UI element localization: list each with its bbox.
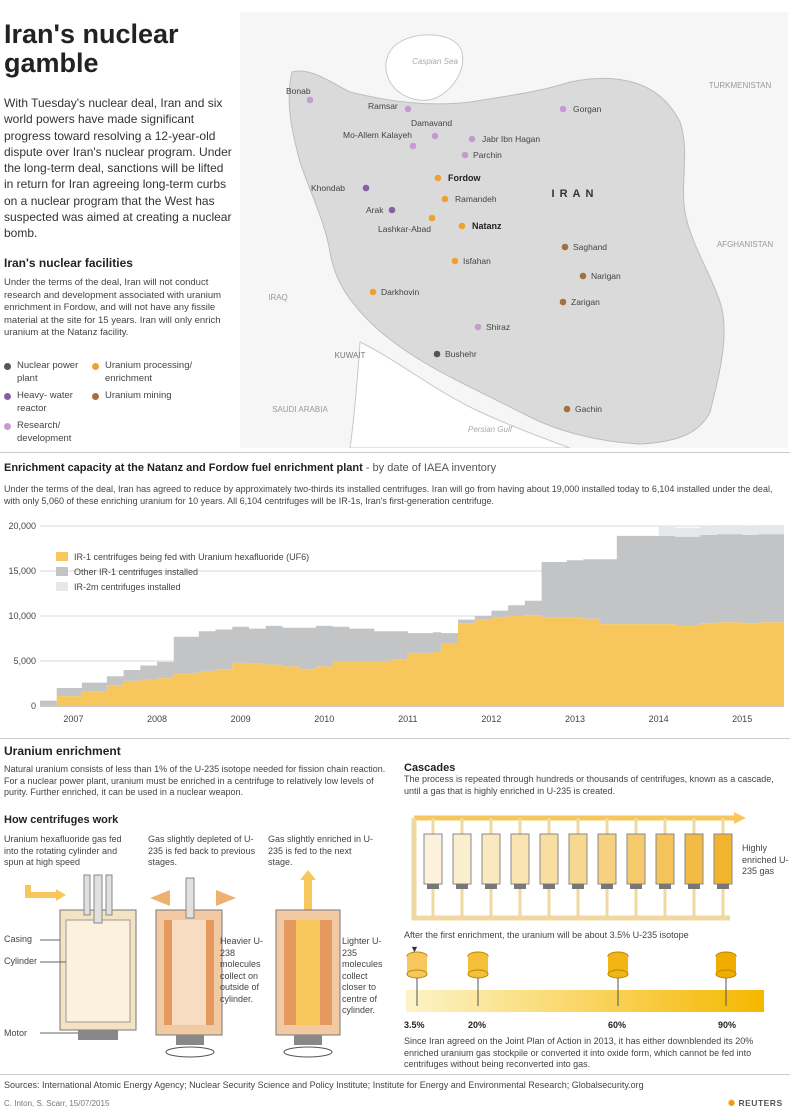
x-tick-label: 2014 (648, 714, 669, 724)
map-marker (462, 152, 469, 159)
heavier-label: Heavier U-238 molecules collect on outside of cylinder. (220, 936, 264, 1004)
map-turkmenistan-label: TURKMENISTAN (708, 81, 772, 90)
marker-down-icon: ▼ (410, 944, 419, 954)
map-place-label: Khondab (311, 183, 346, 193)
intro-text: With Tuesday's nuclear deal, Iran and six world powers have made significant progress toward resolving a 12-year-old dispute over Iran's nuclear program. Under the long-term deal, sanctions will be lifted in return for Iran agreeing long-term curbs on a nuclear program that the West has suspected was aimed at creating a nuclear bomb. (4, 96, 232, 241)
map-gulf-label: Persian Gulf (467, 425, 513, 434)
map-place-label: Arak (366, 205, 384, 215)
map-marker (560, 106, 567, 113)
map-marker (560, 299, 567, 306)
map-marker (410, 143, 417, 150)
facilities-heading: Iran's nuclear facilities (4, 256, 133, 270)
cascades-text: The process is repeated through hundreds or thousands of centrifuges, known as a cascade, until a gas that is highly enriched in U-235 is created. (404, 774, 774, 796)
legend-label: Uranium processing/ enrichment (105, 360, 193, 384)
map-marker (434, 351, 441, 358)
y-tick-label: 0 (30, 701, 36, 711)
map-place-label: Isfahan (463, 256, 491, 266)
map-marker (432, 133, 439, 140)
centrifuge-step1: Uranium hexafluoride gas fed into the rotating cylinder and spun at high speed (4, 834, 122, 867)
legend-heavy-water (4, 390, 84, 415)
y-tick-label: 15,000 (8, 566, 36, 576)
map-marker (562, 244, 569, 251)
cascade-centrifuge (453, 834, 471, 884)
legend-label: Other IR-1 centrifuges installed (74, 567, 199, 577)
map-place-label: Shiraz (486, 322, 511, 332)
map-marker (370, 289, 377, 296)
deal-note: Since Iran agreed on the Joint Plan of Action in 2013, it has either downblended its 20% enriched uranium gas stockpile or converted it into oxide form, which cannot be fed into centrifuges without being reconverted into gas. (404, 1036, 754, 1069)
map-iran-label: IRAN (551, 188, 599, 200)
legend-label: Uranium mining (105, 390, 172, 401)
map-caspian-label: Caspian Sea (412, 57, 458, 66)
map-marker (459, 223, 466, 230)
map-marker (363, 185, 370, 192)
cylinder-label: Cylinder (4, 956, 38, 966)
highly-enriched-label: Highly enriched U-235 gas (742, 843, 789, 876)
level-label: 3.5% (404, 1020, 425, 1030)
cascade-centrifuge (569, 834, 587, 884)
heavy-water-dot-icon (4, 393, 11, 400)
map-place-label: Ramsar (368, 101, 398, 111)
cascade-centrifuge (714, 834, 732, 884)
x-tick-label: 2015 (732, 714, 753, 724)
map-place-label: Fordow (448, 173, 481, 183)
cascade-centrifuge (424, 834, 442, 884)
x-tick-label: 2010 (314, 714, 335, 724)
brand-text: REUTERS (738, 1098, 783, 1108)
legend-label: IR-2m centrifuges installed (74, 582, 181, 592)
cascade-centrifuge (598, 834, 616, 884)
legend-label: Nuclear power plant (17, 360, 79, 384)
map-place-label: Gachin (575, 404, 602, 414)
enrichment-heading-row (4, 462, 496, 474)
power-plant-dot-icon (4, 363, 11, 370)
map-marker (405, 106, 412, 113)
map-saudi-label: SAUDI ARABIA (272, 405, 328, 414)
centrifuge-step3: Gas slightly enriched in U-235 is fed to the next stage. (268, 834, 374, 867)
map-place-label: Saghand (573, 242, 608, 252)
map-place-label: Jabr Ibn Hagan (482, 134, 541, 144)
x-tick-label: 2008 (147, 714, 168, 724)
motor-label: Motor (4, 1028, 28, 1038)
map-marker (564, 406, 571, 413)
map-place-label: Zarigan (571, 297, 600, 307)
map-afghanistan-label: AFGHANISTAN (716, 240, 774, 249)
uranium-text: Natural uranium consists of less than 1% of the U-235 isotope needed for fission chain reaction. For a nuclear power plant, uranium must be enriched in a centrifuge to relatively low levels of purity. Further enriched, it can be used in a nuclear weapon. (4, 764, 386, 797)
map-place-label: Natanz (472, 221, 502, 231)
centrifuge-diagram-3 (276, 870, 340, 1057)
level-label: 60% (608, 1020, 627, 1030)
x-tick-label: 2013 (564, 714, 586, 724)
facilities-text: Under the terms of the deal, Iran will not conduct research and development associated with uranium enrichment in Fordow, and will not have any fissile material at the site for 15 years. Iran will only enrich uranium at the Natanz facility. (4, 277, 222, 338)
centrifuge-step2: Gas slightly depleted of U-235 is fed back to previous stages. (148, 834, 256, 867)
map-place-label: Mo-Allem Kalayeh (343, 130, 412, 140)
centrifuge-diagram-1 (28, 875, 136, 1040)
research-dot-icon (4, 423, 11, 430)
x-tick-label: 2009 (230, 714, 251, 724)
page-title: Iran's nuclear gamble (4, 19, 179, 78)
reuters-logo (728, 1098, 783, 1109)
cascade-centrifuge (511, 834, 529, 884)
map-iraq-label: IRAQ (268, 293, 288, 302)
legend-mining (92, 390, 212, 403)
cascades-heading: Cascades (404, 762, 456, 774)
uranium-heading: Uranium enrichment (4, 744, 121, 758)
x-tick-label: 2012 (481, 714, 502, 724)
map-place-label: Parchin (473, 150, 502, 160)
map-marker (452, 258, 459, 265)
cascade-centrifuge (656, 834, 674, 884)
cascade-centrifuge (685, 834, 703, 884)
legend-power (4, 360, 84, 385)
first-enrichment-note: After the first enrichment, the uranium will be about 3.5% U-235 isotope (404, 930, 689, 940)
legend-enrichment (92, 360, 212, 385)
map-marker (429, 215, 436, 222)
map-marker (580, 273, 587, 280)
legend-swatch (56, 552, 68, 561)
centrifuge-heading: How centrifuges work (4, 814, 119, 826)
legend-research (4, 420, 94, 445)
map-marker (475, 324, 482, 331)
enrichment-heading: Enrichment capacity at the Natanz and Fordow fuel enrichment plant (4, 462, 363, 474)
x-tick-label: 2007 (63, 714, 84, 724)
legend-label: Heavy- water reactor (17, 390, 73, 414)
map-place-label: Bonab (286, 86, 311, 96)
map-place-label: Gorgan (573, 104, 602, 114)
centrifuge-diagrams (0, 870, 395, 1070)
map-place-label: Lashkar-Abad (378, 224, 431, 234)
reuters-dot-icon: ✺ (728, 1098, 736, 1108)
map-place-label: Damavand (411, 118, 453, 128)
y-tick-label: 20,000 (8, 521, 36, 531)
sources: Sources: International Atomic Energy Agency; Nuclear Security Science and Policy Institute; Institute for Energy and Environmental Research; Globalsecurity.org (4, 1080, 644, 1090)
map-marker (442, 196, 449, 203)
level-label: 20% (468, 1020, 487, 1030)
facility-legend (4, 360, 234, 450)
legend-label: Research/ development (17, 420, 72, 444)
credit: C. Inton, S. Scarr, 15/07/2015 (4, 1099, 110, 1108)
enrichment-heading-note: - by date of IAEA inventory (362, 462, 497, 474)
x-tick-label: 2011 (398, 714, 418, 724)
legend-label: IR-1 centrifuges being fed with Uranium hexafluoride (UF6) (74, 552, 310, 562)
y-tick-label: 10,000 (8, 611, 36, 621)
legend-swatch (56, 567, 68, 576)
map-place-label: Bushehr (445, 349, 477, 359)
map-place-label: Darkhovin (381, 287, 420, 297)
legend-swatch (56, 582, 68, 591)
map-marker (469, 136, 476, 143)
cascade-centrifuge (627, 834, 645, 884)
lighter-label: Lighter U-235 molecules collect closer to centre of cylinder. (342, 936, 383, 1015)
map-place-label: Narigan (591, 271, 621, 281)
map-marker (435, 175, 442, 182)
iran-map (240, 12, 788, 448)
enrichment-chart (0, 520, 790, 735)
map-marker (307, 97, 314, 104)
y-tick-label: 5,000 (13, 656, 36, 666)
cascade-centrifuge (540, 834, 558, 884)
enrichment-text: Under the terms of the deal, Iran has agreed to reduce by approximately two-thirds its installed centrifuges. Iran will go from having about 19,000 installed today to 6,104 installed under the deal, with only 5,060 of these enriching uranium for 10 years. All 6,104 centrifuges will be IR-1s, Iran's first-generation centrifuge. (4, 484, 773, 506)
map-kuwait-label: KUWAIT (334, 351, 366, 360)
map-place-label: Ramandeh (455, 194, 497, 204)
cascade-centrifuge (482, 834, 500, 884)
map-marker (389, 207, 396, 214)
mining-dot-icon (92, 393, 99, 400)
casing-label: Casing (4, 934, 33, 944)
title-block (4, 20, 234, 78)
level-label: 90% (718, 1020, 737, 1030)
enrichment-dot-icon (92, 363, 99, 370)
